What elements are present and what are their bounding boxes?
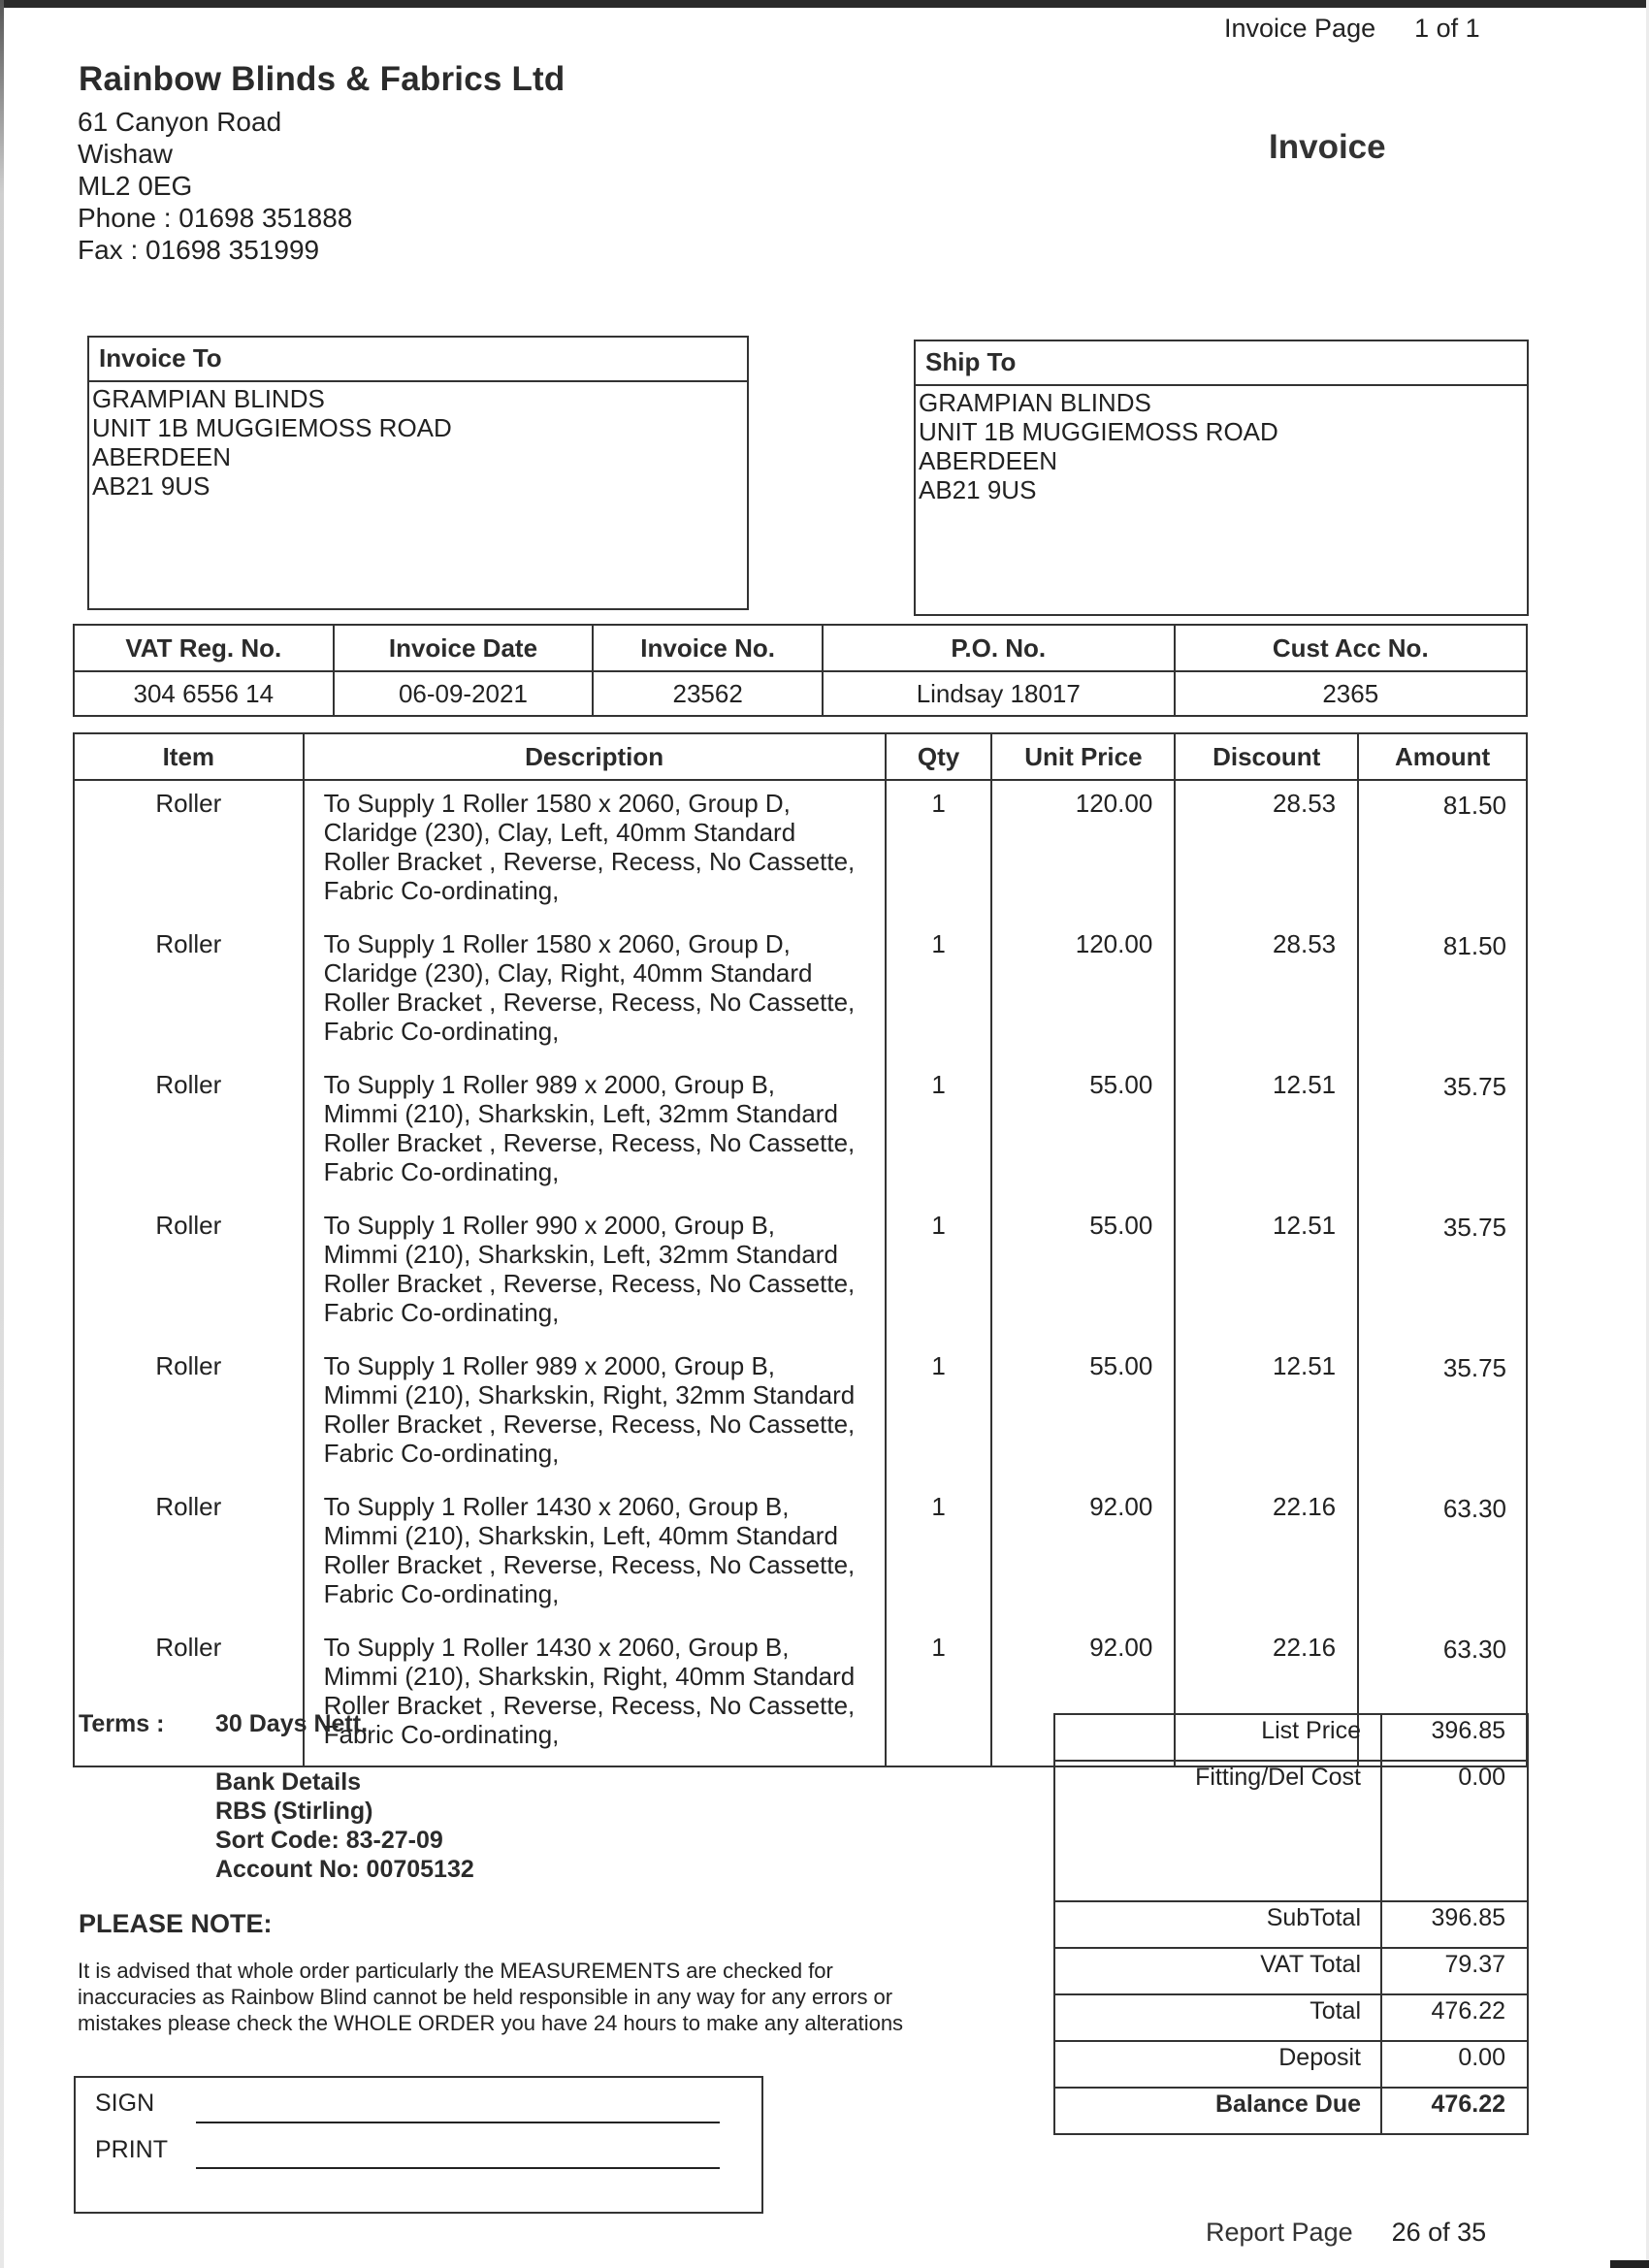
item-unit-price: 120.00 [991, 780, 1175, 922]
address-line: GRAMPIAN BLINDS [919, 388, 1151, 417]
col-header-unit-price: Unit Price [991, 733, 1175, 780]
item-type: Roller [74, 922, 304, 1062]
item-qty: 1 [886, 1344, 992, 1484]
item-unit-price: 55.00 [991, 1344, 1175, 1484]
address-line: AB21 9US [919, 475, 1037, 504]
description-line: Mimmi (210), Sharkskin, Left, 32mm Standard [323, 1240, 838, 1269]
company-address-line: Wishaw [78, 139, 174, 169]
fitting-cost-value: 0.00 [1381, 1761, 1528, 1901]
address-line: GRAMPIAN BLINDS [92, 384, 325, 413]
description-line: Roller Bracket , Reverse, Recess, No Cassette, [323, 1128, 856, 1157]
bank-details-heading: Bank Details [215, 1768, 362, 1796]
meta-header-row [74, 625, 1527, 671]
item-unit-price: 120.00 [991, 922, 1175, 1062]
item-amount: 81.50 [1358, 922, 1527, 1062]
meta-value-row [74, 671, 1527, 716]
item-type: Roller [74, 1062, 304, 1203]
description-line: Mimmi (210), Sharkskin, Right, 40mm Standard [323, 1662, 856, 1691]
totals-row-subtotal [1054, 1901, 1528, 1948]
total-label: Total [1054, 1994, 1381, 2041]
item-type: Roller [74, 1203, 304, 1344]
balance-due-value: 476.22 [1381, 2088, 1528, 2134]
sign-label: SIGN [95, 2090, 155, 2117]
totals-row-vat [1054, 1948, 1528, 1994]
bank-details [215, 1767, 474, 1884]
table-row [74, 1203, 1527, 1344]
totals-row-list-price [1054, 1714, 1528, 1761]
item-qty: 1 [886, 1062, 992, 1203]
invoice-to-heading: Invoice To [89, 338, 747, 382]
deposit-label: Deposit [1054, 2041, 1381, 2088]
description-line: Claridge (230), Clay, Right, 40mm Standard [323, 958, 813, 988]
description-line: Roller Bracket , Reverse, Recess, No Cassette, [323, 1409, 856, 1439]
item-description [304, 1203, 886, 1344]
description-line: Mimmi (210), Sharkskin, Left, 40mm Standard [323, 1521, 838, 1550]
item-amount: 63.30 [1358, 1484, 1527, 1625]
description-line: Fabric Co-ordinating, [323, 1579, 560, 1608]
description-line: Fabric Co-ordinating, [323, 1298, 560, 1327]
description-line: Fabric Co-ordinating, [323, 1017, 560, 1046]
col-header-qty: Qty [886, 733, 992, 780]
totals-row-total [1054, 1994, 1528, 2041]
sign-field-line[interactable] [196, 2122, 720, 2123]
invoice-to-address [89, 382, 747, 501]
item-discount: 12.51 [1175, 1203, 1358, 1344]
list-price-value: 396.85 [1381, 1714, 1528, 1761]
item-type: Roller [74, 1625, 304, 1766]
description-line: Claridge (230), Clay, Left, 40mm Standard [323, 818, 796, 847]
deposit-value: 0.00 [1381, 2041, 1528, 2088]
company-address-line: ML2 0EG [78, 171, 193, 201]
description-line: To Supply 1 Roller 1430 x 2060, Group B, [323, 1492, 790, 1521]
scan-edge-corner [1610, 2260, 1649, 2268]
table-row [74, 780, 1527, 922]
item-description [304, 922, 886, 1062]
item-unit-price: 55.00 [991, 1203, 1175, 1344]
item-qty: 1 [886, 1484, 992, 1625]
note-line: inaccuracies as Rainbow Blind cannot be held responsible in any way for any errors or [78, 1985, 893, 2009]
totals-row-deposit [1054, 2041, 1528, 2088]
sort-code: Sort Code: 83-27-09 [215, 1827, 443, 1854]
col-header-amount: Amount [1358, 733, 1527, 780]
description-line: Roller Bracket , Reverse, Recess, No Cassette, [323, 1691, 856, 1720]
company-address-line: 61 Canyon Road [78, 107, 282, 137]
description-line: To Supply 1 Roller 989 x 2000, Group B, [323, 1070, 776, 1099]
description-line: Roller Bracket , Reverse, Recess, No Cassette, [323, 1269, 856, 1298]
description-line: Mimmi (210), Sharkskin, Right, 32mm Standard [323, 1380, 856, 1409]
meta-header-po-no: P.O. No. [823, 625, 1175, 671]
col-header-discount: Discount [1175, 733, 1358, 780]
note-title: PLEASE NOTE: [79, 1909, 273, 1938]
table-row [74, 1062, 1527, 1203]
item-description [304, 1062, 886, 1203]
note-line: It is advised that whole order particularly the MEASUREMENTS are checked for [78, 1959, 833, 1983]
item-qty: 1 [886, 780, 992, 922]
total-value: 476.22 [1381, 1994, 1528, 2041]
invoice-page-indicator [1224, 14, 1480, 58]
ship-to-heading: Ship To [916, 341, 1527, 386]
meta-header-vat: VAT Reg. No. [74, 625, 334, 671]
subtotal-label: SubTotal [1054, 1901, 1381, 1948]
col-header-item: Item [74, 733, 304, 780]
description-line: To Supply 1 Roller 989 x 2000, Group B, [323, 1351, 776, 1380]
item-type: Roller [74, 1344, 304, 1484]
report-page-value: 26 of 35 [1391, 2218, 1487, 2247]
terms-label: Terms : [79, 1710, 165, 1737]
invoice-page-value: 1 of 1 [1414, 14, 1480, 43]
item-description [304, 1484, 886, 1625]
meta-header-invoice-no: Invoice No. [593, 625, 823, 671]
invoice-page-label: Invoice Page [1224, 14, 1376, 43]
document-title: Invoice [1269, 128, 1386, 166]
description-line: Fabric Co-ordinating, [323, 1157, 560, 1186]
description-line: Roller Bracket , Reverse, Recess, No Cassette, [323, 988, 856, 1017]
print-label: PRINT [95, 2136, 168, 2163]
address-line: ABERDEEN [919, 446, 1058, 475]
item-description [304, 1625, 886, 1766]
description-line: Roller Bracket , Reverse, Recess, No Cassette, [323, 847, 856, 876]
item-amount: 35.75 [1358, 1203, 1527, 1344]
table-row [74, 922, 1527, 1062]
report-page-indicator [1206, 2218, 1486, 2248]
item-unit-price: 92.00 [991, 1625, 1175, 1766]
invoice-meta-table [73, 624, 1528, 717]
subtotal-value: 396.85 [1381, 1901, 1528, 1948]
invoice-to-box [87, 336, 749, 610]
company-name: Rainbow Blinds & Fabrics Ltd [79, 60, 566, 98]
company-phone: Phone : 01698 351888 [78, 203, 353, 233]
col-header-description: Description [304, 733, 886, 780]
item-discount: 28.53 [1175, 780, 1358, 922]
invoice-date: 06-09-2021 [334, 671, 594, 716]
item-discount: 12.51 [1175, 1062, 1358, 1203]
description-line: Fabric Co-ordinating, [323, 876, 560, 905]
vat-total-value: 79.37 [1381, 1948, 1528, 1994]
print-field-line[interactable] [196, 2167, 720, 2169]
description-line: To Supply 1 Roller 990 x 2000, Group B, [323, 1211, 776, 1240]
line-items-table [73, 732, 1528, 1767]
scan-edge-top [0, 0, 1649, 8]
meta-header-date: Invoice Date [334, 625, 594, 671]
item-amount: 35.75 [1358, 1062, 1527, 1203]
item-qty: 1 [886, 1203, 992, 1344]
terms-value: 30 Days Nett. [215, 1710, 369, 1737]
scan-edge-left [0, 0, 4, 2268]
description-line: To Supply 1 Roller 1430 x 2060, Group B, [323, 1633, 790, 1662]
po-number: Lindsay 18017 [823, 671, 1175, 716]
ship-to-box [914, 340, 1529, 616]
item-type: Roller [74, 1484, 304, 1625]
balance-due-label: Balance Due [1054, 2088, 1381, 2134]
meta-header-cust-acc: Cust Acc No. [1175, 625, 1527, 671]
item-qty: 1 [886, 1625, 992, 1766]
description-line: Fabric Co-ordinating, [323, 1720, 560, 1749]
item-discount: 22.16 [1175, 1625, 1358, 1766]
description-line: To Supply 1 Roller 1580 x 2060, Group D, [323, 929, 791, 958]
item-qty: 1 [886, 922, 992, 1062]
address-line: AB21 9US [92, 471, 210, 501]
item-discount: 12.51 [1175, 1344, 1358, 1484]
address-line: UNIT 1B MUGGIEMOSS ROAD [919, 417, 1278, 446]
description-line: Fabric Co-ordinating, [323, 1439, 560, 1468]
totals-row-fitting [1054, 1761, 1528, 1901]
table-row [74, 1484, 1527, 1625]
invoice-number: 23562 [593, 671, 823, 716]
totals-row-balance-due [1054, 2088, 1528, 2134]
address-line: UNIT 1B MUGGIEMOSS ROAD [92, 413, 452, 442]
ship-to-address [916, 386, 1527, 504]
bank-name: RBS (Stirling) [215, 1798, 373, 1825]
item-amount: 81.50 [1358, 780, 1527, 922]
customer-account-no: 2365 [1175, 671, 1527, 716]
item-description [304, 1344, 886, 1484]
signature-box [74, 2076, 763, 2214]
description-line: Roller Bracket , Reverse, Recess, No Cassette, [323, 1550, 856, 1579]
items-header-row [74, 733, 1527, 780]
item-unit-price: 92.00 [991, 1484, 1175, 1625]
item-discount: 28.53 [1175, 922, 1358, 1062]
address-line: ABERDEEN [92, 442, 232, 471]
item-type: Roller [74, 780, 304, 922]
note-text [78, 1958, 1028, 2036]
item-discount: 22.16 [1175, 1484, 1358, 1625]
totals-table [1053, 1713, 1529, 2135]
list-price-label: List Price [1054, 1714, 1381, 1761]
fitting-cost-label: Fitting/Del Cost [1054, 1761, 1381, 1901]
report-page-label: Report Page [1206, 2218, 1353, 2247]
vat-total-label: VAT Total [1054, 1948, 1381, 1994]
company-fax: Fax : 01698 351999 [78, 235, 320, 265]
item-amount: 63.30 [1358, 1625, 1527, 1766]
item-unit-price: 55.00 [991, 1062, 1175, 1203]
note-line: mistakes please check the WHOLE ORDER you have 24 hours to make any alterations [78, 2011, 904, 2035]
description-line: To Supply 1 Roller 1580 x 2060, Group D, [323, 789, 791, 818]
item-amount: 35.75 [1358, 1344, 1527, 1484]
description-line: Mimmi (210), Sharkskin, Left, 32mm Standard [323, 1099, 838, 1128]
table-row [74, 1344, 1527, 1484]
vat-reg-no: 304 6556 14 [74, 671, 334, 716]
item-description [304, 780, 886, 922]
account-number: Account No: 00705132 [215, 1856, 474, 1883]
